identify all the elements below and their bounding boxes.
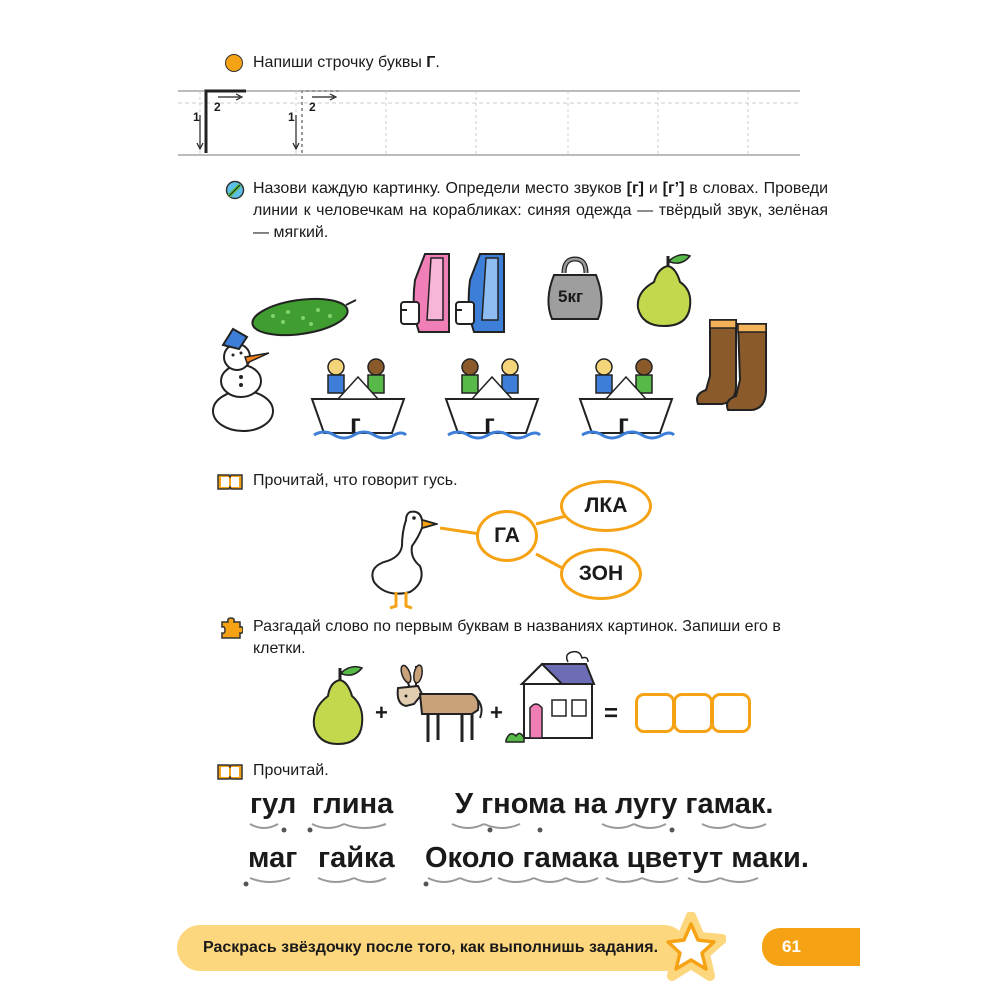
boat-3-letter: г bbox=[618, 408, 629, 438]
letter-writing-grid[interactable] bbox=[178, 85, 800, 160]
sentence-1: У гнома на лугу гамак. bbox=[455, 788, 774, 820]
bubble-lka: ЛКА bbox=[560, 480, 652, 532]
stroke-number-2: 2 bbox=[214, 100, 221, 114]
footer-instruction: Раскрась звёздочку после того, как выполнишь задания. bbox=[177, 925, 687, 971]
word-glina: глина bbox=[312, 788, 394, 820]
house-image bbox=[502, 650, 598, 746]
boat-1-letter: г bbox=[350, 408, 361, 438]
task-1-text: Напиши строчку буквы Г. bbox=[253, 54, 440, 71]
stroke-number-2b: 2 bbox=[309, 100, 316, 114]
task-5-text: Прочитай. bbox=[253, 762, 329, 779]
donkey-image bbox=[392, 660, 484, 746]
weight-label: 5кг bbox=[558, 287, 584, 306]
sentence-2: Около гамака цветут маки. bbox=[425, 842, 809, 874]
syllable-arcs bbox=[240, 820, 810, 890]
book-icon bbox=[217, 762, 243, 780]
blue-iron-image bbox=[452, 250, 512, 340]
stroke-number-1b: 1 bbox=[288, 110, 295, 124]
word-gaika: гайка bbox=[318, 842, 395, 874]
goose-image bbox=[366, 502, 438, 610]
answer-cell-3[interactable] bbox=[711, 693, 751, 733]
task-3-text: Прочитай, что говорит гусь. bbox=[253, 472, 458, 489]
bubble-ga: ГА bbox=[476, 510, 538, 562]
word-mag: маг bbox=[248, 842, 298, 874]
puzzle-icon bbox=[219, 616, 243, 640]
book-icon bbox=[217, 472, 243, 490]
answer-cell-1[interactable] bbox=[635, 693, 675, 733]
plus-sign-2: + bbox=[490, 700, 503, 725]
task-4-text: Разгадай слово по первым буквам в названиях картинок. Запиши его в клетки. bbox=[253, 618, 781, 657]
bubble-zon: ЗОН bbox=[560, 548, 642, 600]
pear-small-image bbox=[310, 662, 368, 748]
pink-iron-image bbox=[397, 250, 457, 340]
answer-cell-2[interactable] bbox=[673, 693, 713, 733]
boat-2-letter: г bbox=[484, 408, 495, 438]
page-number: 61 bbox=[762, 928, 860, 966]
task-2-text: Назови каждую картинку. Определи место звуков [г] и [г’] в словах. Проведи линии к человечкам на корабликах: синяя одежда — твёрдый звук, зелёная — мягкий. bbox=[253, 180, 829, 241]
snowman-image bbox=[205, 325, 287, 435]
star-icon[interactable] bbox=[656, 912, 726, 982]
stroke-number-1: 1 bbox=[193, 110, 200, 124]
pencil-circle-icon bbox=[225, 180, 245, 200]
boots-image bbox=[692, 316, 784, 414]
word-gul: гул bbox=[250, 788, 297, 820]
equals-sign: = bbox=[604, 700, 619, 727]
orange-circle-icon bbox=[225, 54, 243, 72]
plus-sign-1: + bbox=[375, 700, 388, 725]
pear-image bbox=[632, 250, 698, 330]
